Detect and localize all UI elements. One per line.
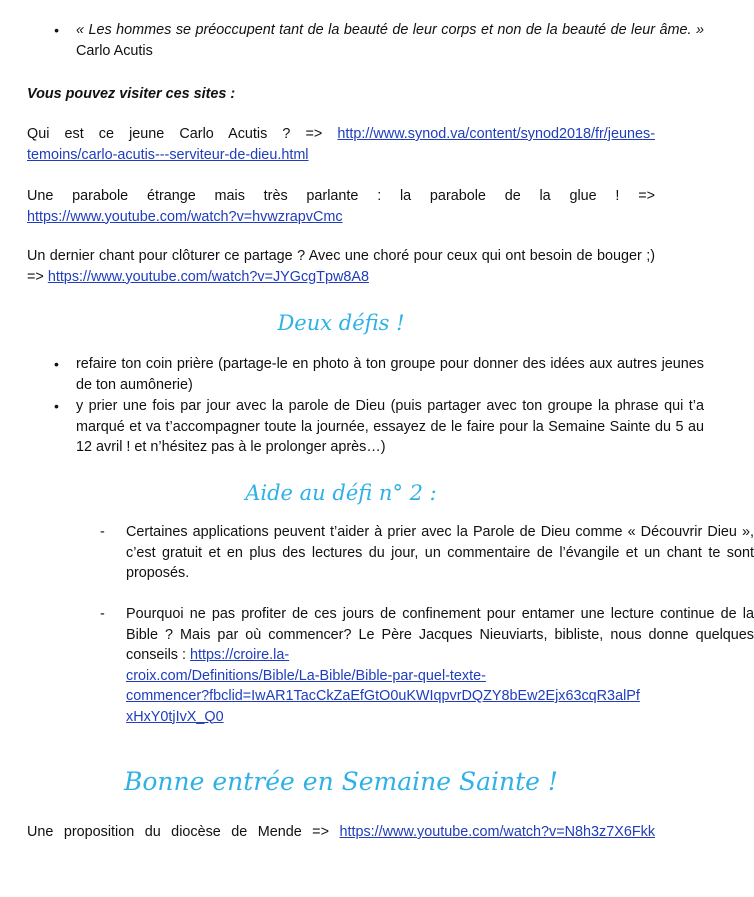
defi-item-2-text: y prier une fois par jour avec la parole de Dieu (puis partager avec ton groupe la phrase qui t’a marqué et va t’accompagner toute la journée, essayez de le faire pour la Semaine Sainte du 5 au 12 avril ! et n’hésitez pas à le prolonger après…) <box>76 398 704 455</box>
parabole-link[interactable]: https://www.youtube.com/watch?v=hvwzrapvCmc <box>27 208 343 225</box>
synod-link[interactable]: http://www.synod.va/content/synod2018/fr/jeunes- <box>337 126 655 142</box>
quote-item <box>27 20 704 61</box>
parabole-text: Une parabole étrange mais très parlante : la parabole de la glue ! => <box>27 188 655 204</box>
closing-title: Bonne entrée en Semaine Sainte ! <box>124 767 558 796</box>
quote-text: « Les hommes se préoccupent tant de la beauté de leur corps et non de la beauté de leur âme. » <box>76 22 704 38</box>
synod-link-cont[interactable]: temoins/carlo-acutis---serviteur-de-dieu.html <box>27 146 309 163</box>
aide-item-2-text: Pourquoi ne pas profiter de ces jours de confinement pour entamer une lecture continue de la Bible ? Mais par où commencer? Le Père Jacques Nieuviarts, bibliste, nous donne quelques conseils : <box>126 606 754 663</box>
defi-item-2 <box>27 396 704 458</box>
quote-author: Carlo Acutis <box>76 42 153 59</box>
croire-link-4[interactable]: xHxY0tjIvX_Q0 <box>126 708 224 725</box>
aide-item-1-text: Certaines applications peuvent t’aider à prier avec la Parole de Dieu comme « Découvrir Dieu », c’est gratuit et en plus des lectures du jour, un commentaire de l’évangile et un chant te sont proposés. <box>126 524 754 581</box>
visit-heading: Vous pouvez visiter ces sites : <box>27 86 236 102</box>
aide-title: Aide au défi n° 2 : <box>245 481 437 505</box>
croire-link[interactable]: https://croire.la- <box>190 647 290 663</box>
paragraph-carlo <box>27 124 655 165</box>
carlo-text: Qui est ce jeune Carlo Acutis ? => <box>27 126 323 142</box>
bullet-marker: • <box>54 356 59 372</box>
bullet-marker: • <box>54 398 59 414</box>
chant-text: Un dernier chant pour clôturer ce partage ? Avec une choré pour ceux qui ont besoin de bouger ;) => <box>27 248 655 285</box>
bullet-marker: • <box>54 22 59 38</box>
aide-item-1 <box>27 522 754 584</box>
closing-text: Une proposition du diocèse de Mende => <box>27 824 329 840</box>
dash-marker: - <box>100 606 105 622</box>
paragraph-chant <box>27 246 655 287</box>
chant-link[interactable]: https://www.youtube.com/watch?v=JYGcgTpw8A8 <box>47 268 369 285</box>
defi-item-1 <box>27 354 704 395</box>
defi-item-1-text: refaire ton coin prière (partage-le en photo à ton groupe pour donner des idées aux autres jeunes de ton aumônerie) <box>76 356 704 393</box>
mende-link[interactable]: https://www.youtube.com/watch?v=N8h3z7X6Fkk <box>339 824 656 840</box>
paragraph-parabole <box>27 186 655 227</box>
croire-link-3[interactable]: commencer?fbclid=IwAR1TacCkZaEfGtO0uKWIqpvrDQZY8bEw2Ejx63cqR3alPf <box>126 688 640 704</box>
closing-paragraph <box>27 822 655 843</box>
aide-item-2 <box>27 604 754 727</box>
croire-link-2[interactable]: croix.com/Definitions/Bible/La-Bible/Bible-par-quel-texte- <box>126 667 486 684</box>
dash-marker: - <box>100 524 105 540</box>
defis-title: Deux défis ! <box>277 311 405 335</box>
